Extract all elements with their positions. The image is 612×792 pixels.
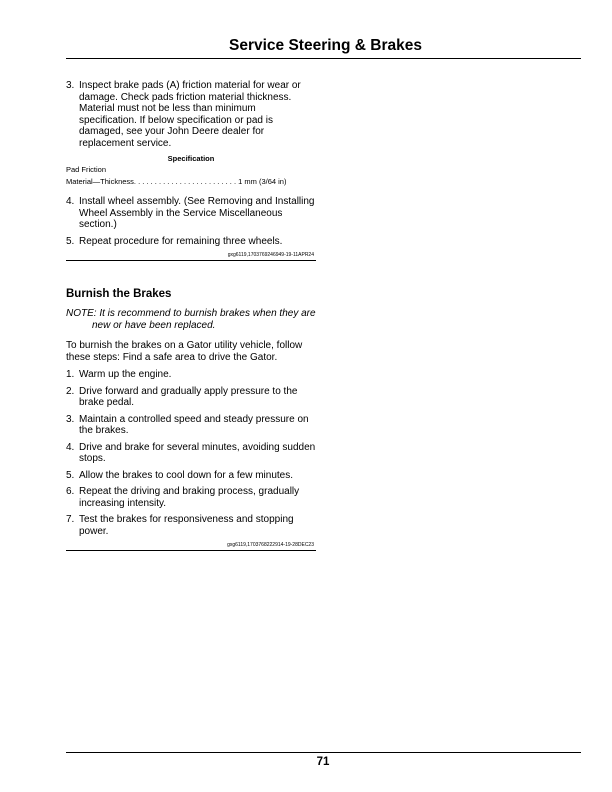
- list-item: [66, 369, 316, 381]
- step-text: Inspect brake pads (A) friction material for wear or damage. Check pads friction material thickness. Material must not be less than minimum specification. If below specification or pad is damaged, see your John Deere dealer for replacement service.: [79, 80, 301, 149]
- step-text: Drive and brake for several minutes, avoiding sudden stops.: [79, 441, 316, 464]
- inspect-steps-list-a: [66, 80, 316, 149]
- step-number: 4.: [66, 196, 75, 207]
- list-item: [66, 80, 316, 149]
- step-text: Warm up the engine.: [79, 369, 172, 380]
- list-item: [66, 414, 316, 437]
- section-heading: Burnish the Brakes: [66, 288, 172, 300]
- step-number: 3.: [66, 413, 75, 425]
- step-number: 4.: [66, 441, 75, 453]
- step-text: Test the brakes for responsiveness and stopping power.: [79, 514, 294, 537]
- note-text: NOTE: It is recommend to burnish brakes when they are new or have been replaced.: [66, 308, 316, 331]
- step-number: 6.: [66, 486, 75, 497]
- step-text: Install wheel assembly. (See Removing and Installing Wheel Assembly in the Service Miscellaneous section.): [79, 196, 315, 230]
- list-item: [66, 196, 316, 231]
- step-number: 5.: [66, 469, 75, 481]
- step-number: 3.: [66, 80, 75, 91]
- step-text: Repeat the driving and braking process, gradually increasing intensity.: [79, 486, 300, 509]
- step-text: Maintain a controlled speed and steady pressure on the brakes.: [79, 413, 309, 436]
- specification-label: Pad Friction: [66, 165, 107, 174]
- specification-row: Material—Thickness. . . . . . . . . . . . . . . . . . . . . . . . . 1 mm (3/64 in): [66, 177, 287, 186]
- list-item: [66, 442, 316, 465]
- step-number: 5.: [66, 235, 75, 247]
- step-text: Drive forward and gradually apply pressure to the brake pedal.: [79, 385, 298, 408]
- intro-paragraph: To burnish the brakes on a Gator utility vehicle, follow these steps: Find a safe area to drive the Gator.: [66, 340, 303, 363]
- title-rule: [66, 58, 581, 59]
- step-text: Repeat procedure for remaining three wheels.: [79, 235, 283, 247]
- step-text: Allow the brakes to cool down for a few minutes.: [79, 469, 293, 481]
- left-column: [66, 80, 316, 551]
- list-item: [66, 470, 316, 482]
- list-item: [66, 514, 316, 537]
- section-divider: [66, 550, 316, 551]
- reference-code: gxg6119,1703769246949-19-11APR24: [227, 252, 314, 258]
- list-item: [66, 486, 316, 509]
- page-title: Service Steering & Brakes: [229, 37, 422, 54]
- list-item: [66, 236, 316, 248]
- step-number: 7.: [66, 514, 75, 525]
- specification-heading: Specification: [167, 154, 215, 163]
- page-number: 71: [316, 756, 330, 768]
- section-divider: [66, 260, 316, 261]
- footer-rule: [66, 752, 581, 753]
- step-number: 2.: [66, 385, 75, 397]
- reference-code: gxg6119,1703768222914-19-28DEC23: [227, 542, 314, 548]
- list-item: [66, 386, 316, 409]
- step-number: 1.: [66, 369, 75, 380]
- inspect-steps-list-b: [66, 196, 316, 247]
- burnish-steps-list: [66, 369, 316, 537]
